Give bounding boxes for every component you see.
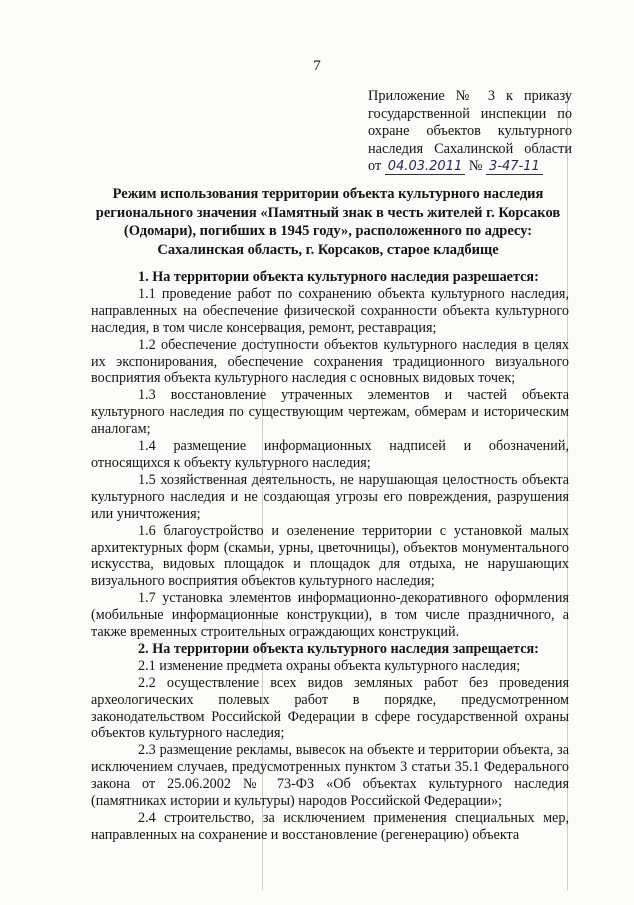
section-2-item: 2.1 изменение предмета охраны объекта культурного наследия; — [138, 657, 521, 674]
handwritten-number: 3-47-11 — [486, 159, 543, 175]
section-2-item: 2.3 размещение рекламы, вывесок на объекте и территории объекта, за исключением случаев, предусмотренных пунктом 3 статьи 35.1 Федерального закона от 25.06.2002 № 73-ФЗ «Об объектах культурного наследия (памятниках истории и культуры) народов Российской Федерации»; — [91, 742, 569, 810]
appendix-line: наследия Сахалинской области — [368, 140, 572, 157]
section-1-item: 1.4 размещение информационных надписей и обозначений, относящихся к объекту культурного наследия; — [91, 438, 569, 471]
appendix-date-line — [368, 158, 572, 176]
section-1-item: 1.3 восстановление утраченных элементов и частей объекта культурного наследия по существующим чертежам, обмерам и историческим аналогам; — [91, 387, 569, 438]
section-1-item: 1.1 проведение работ по сохранению объекта культурного наследия, направленных на обеспечение физической сохранности объекта культурного наследия, в том числе консервация, ремонт, реставрация; — [91, 285, 569, 336]
document-body — [91, 266, 569, 844]
section-2-item: 2.4 строительство, за исключением применения специальных мер, направленных на сохранение и восстановление (регенерацию) объекта — [91, 810, 569, 843]
appendix-block — [368, 88, 572, 176]
section-1-item: 1.7 установка элементов информационно-декоративного оформления (мобильные информационные конструкции), в том числе праздничного, а также временных строительных ограждающих конструкций. — [91, 590, 569, 641]
title-line: регионального значения «Памятный знак в честь жителей г. Корсаков — [95, 204, 561, 221]
scan-artifact-line — [262, 300, 263, 890]
page-number: 7 — [313, 58, 321, 74]
date-prefix: от — [368, 158, 382, 174]
title-line: Режим использования территории объекта культурного наследия — [112, 186, 544, 202]
appendix-line: Приложение № 3 к приказу — [368, 88, 572, 104]
section-1-item: 1.6 благоустройство и озеленение территории с установкой малых архитектурных форм (скамьи, урны, цветочницы), объектов монументального искусства, видовых площадок и площадок для отдыха, не нарушающих визуального восприятия объектов культурного наследия; — [91, 522, 569, 590]
number-prefix: № — [468, 158, 483, 174]
document-title — [88, 185, 568, 259]
handwritten-date: 04.03.2011 — [385, 159, 465, 175]
appendix-line: государственной инспекции по — [368, 105, 572, 122]
appendix-line: охране объектов культурного — [368, 123, 572, 139]
scan-artifact-line — [567, 90, 568, 890]
section-2-heading: 2. На территории объекта культурного наследия запрещается: — [138, 640, 539, 657]
title-line: Сахалинская область, г. Корсаков, старое кладбище — [157, 241, 499, 258]
section-1-item: 1.5 хозяйственная деятельность, не нарушающая целостность объекта культурного наследия и не создающая угрозы его повреждения, разрушения или уничтожения; — [91, 471, 569, 522]
section-1-heading: 1. На территории объекта культурного наследия разрешается: — [138, 269, 539, 285]
section-1-item: 1.2 обеспечение доступности объектов культурного наследия в целях их экспонирования, обеспечение сохранения традиционного визуального восприятия объекта культурного наследия с основных видовых точек; — [91, 336, 569, 387]
section-2-item: 2.2 осуществление всех видов земляных работ без проведения археологических полевых работ в порядке, предусмотренном законодательством Российской Федерации в сфере государственной охраны объектов культурного наследия; — [91, 674, 569, 742]
title-line: (Одомари), погибших в 1945 году», расположенного по адресу: — [123, 223, 533, 240]
